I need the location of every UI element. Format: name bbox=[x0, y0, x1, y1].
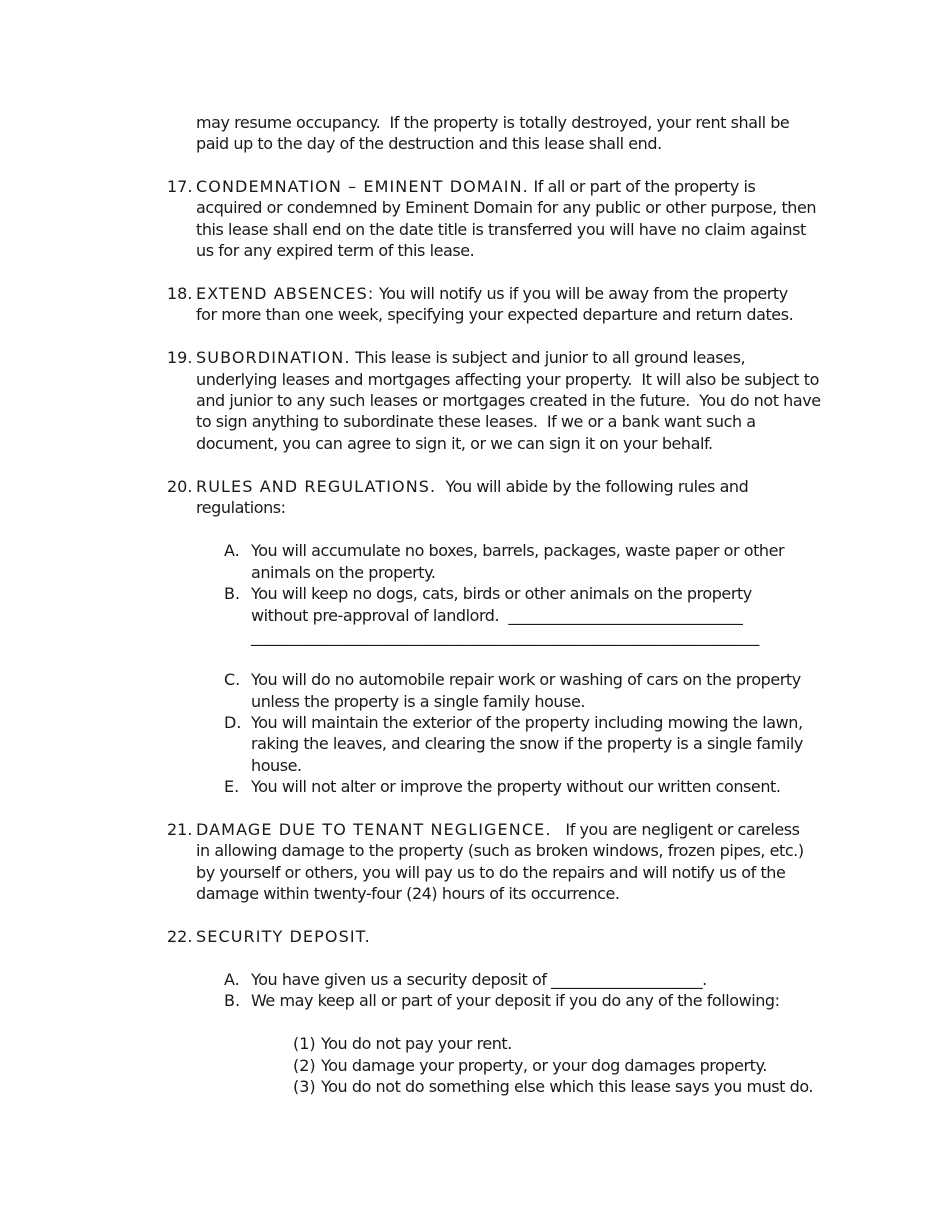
body-text-line: may resume occupancy. If the property is totally destroyed, your rent shall be bbox=[196, 113, 790, 132]
list-item-text: unless the property is a single family house. bbox=[251, 692, 586, 711]
subitem-text: You damage your property, or your dog damages property. bbox=[321, 1056, 767, 1075]
item-label: D. bbox=[224, 713, 242, 732]
section-number: 21. bbox=[167, 820, 193, 839]
subitem-label: (2) bbox=[293, 1056, 316, 1075]
subitem-label: (1) bbox=[293, 1034, 316, 1053]
section-18-first-line bbox=[196, 283, 788, 304]
list-item-text: You will not alter or improve the property without our written consent. bbox=[251, 777, 781, 796]
body-text: You will abide by the following rules and bbox=[436, 477, 749, 496]
body-text-line: to sign anything to subordinate these leases. If we or a bank want such a bbox=[196, 412, 756, 431]
list-item-text: You will keep no dogs, cats, birds or other animals on the property bbox=[251, 584, 752, 603]
fill-in-blank-line: ______________________________________________________________ bbox=[251, 627, 760, 646]
body-text-line: us for any expired term of this lease. bbox=[196, 241, 475, 260]
section-heading: EXTEND ABSENCES: bbox=[196, 284, 375, 303]
section-number: 20. bbox=[167, 477, 193, 496]
body-text-line: and junior to any such leases or mortgages created in the future. You do not have bbox=[196, 391, 821, 410]
body-text: This lease is subject and junior to all ground leases, bbox=[350, 348, 746, 367]
body-text: You will notify us if you will be away from the property bbox=[374, 284, 788, 303]
item-label: B. bbox=[224, 584, 241, 603]
body-text-line: document, you can agree to sign it, or we can sign it on your behalf. bbox=[196, 434, 713, 453]
body-text: If you are negligent or careless bbox=[551, 820, 800, 839]
section-number: 22. bbox=[167, 927, 193, 946]
subitem-label: (3) bbox=[293, 1077, 316, 1096]
section-heading: SUBORDINATION. bbox=[196, 348, 351, 367]
body-text-line: this lease shall end on the date title is transferred you will have no claim against bbox=[196, 220, 806, 239]
list-item-text: We may keep all or part of your deposit if you do any of the following: bbox=[251, 991, 780, 1010]
section-number: 19. bbox=[167, 348, 193, 367]
list-item-text: You will maintain the exterior of the property including mowing the lawn, bbox=[251, 713, 803, 732]
section-heading: RULES AND REGULATIONS. bbox=[196, 477, 437, 496]
item-label: E. bbox=[224, 777, 240, 796]
body-text-line: regulations: bbox=[196, 498, 286, 517]
item-label: C. bbox=[224, 670, 241, 689]
list-item-text: raking the leaves, and clearing the snow if the property is a single family bbox=[251, 734, 803, 753]
section-19-first-line bbox=[196, 347, 745, 368]
list-item-text: You will do no automobile repair work or washing of cars on the property bbox=[251, 670, 801, 689]
body-text-line: paid up to the day of the destruction and this lease shall end. bbox=[196, 134, 662, 153]
section-17-first-line bbox=[196, 176, 755, 197]
item-label: A. bbox=[224, 970, 240, 989]
list-item-text: house. bbox=[251, 756, 302, 775]
body-text-line: by yourself or others, you will pay us to do the repairs and will notify us of the bbox=[196, 863, 786, 882]
section-21-first-line bbox=[196, 819, 800, 840]
body-text-line: damage within twenty-four (24) hours of its occurrence. bbox=[196, 884, 620, 903]
section-heading: CONDEMNATION – EMINENT DOMAIN. bbox=[196, 177, 529, 196]
list-item-text-with-blank: You have given us a security deposit of ____________________. bbox=[251, 970, 707, 989]
body-text-line: for more than one week, specifying your expected departure and return dates. bbox=[196, 305, 794, 324]
body-text-line: acquired or condemned by Eminent Domain for any public or other purpose, then bbox=[196, 198, 817, 217]
item-label: B. bbox=[224, 991, 241, 1010]
subitem-text: You do not do something else which this lease says you must do. bbox=[321, 1077, 814, 1096]
body-text-line: in allowing damage to the property (such as broken windows, frozen pipes, etc.) bbox=[196, 841, 804, 860]
list-item-text: You will accumulate no boxes, barrels, packages, waste paper or other bbox=[251, 541, 785, 560]
section-number: 17. bbox=[167, 177, 193, 196]
section-number: 18. bbox=[167, 284, 193, 303]
body-text-line: underlying leases and mortgages affecting your property. It will also be subject to bbox=[196, 370, 819, 389]
list-item-text: animals on the property. bbox=[251, 563, 436, 582]
section-heading: DAMAGE DUE TO TENANT NEGLIGENCE. bbox=[196, 820, 552, 839]
section-20-first-line bbox=[196, 476, 748, 497]
subitem-text: You do not pay your rent. bbox=[321, 1034, 512, 1053]
section-heading: SECURITY DEPOSIT. bbox=[196, 927, 371, 946]
item-label: A. bbox=[224, 541, 240, 560]
body-text: If all or part of the property is bbox=[528, 177, 756, 196]
list-item-text-with-blank: without pre-approval of landlord. _______________________________ bbox=[251, 606, 743, 625]
